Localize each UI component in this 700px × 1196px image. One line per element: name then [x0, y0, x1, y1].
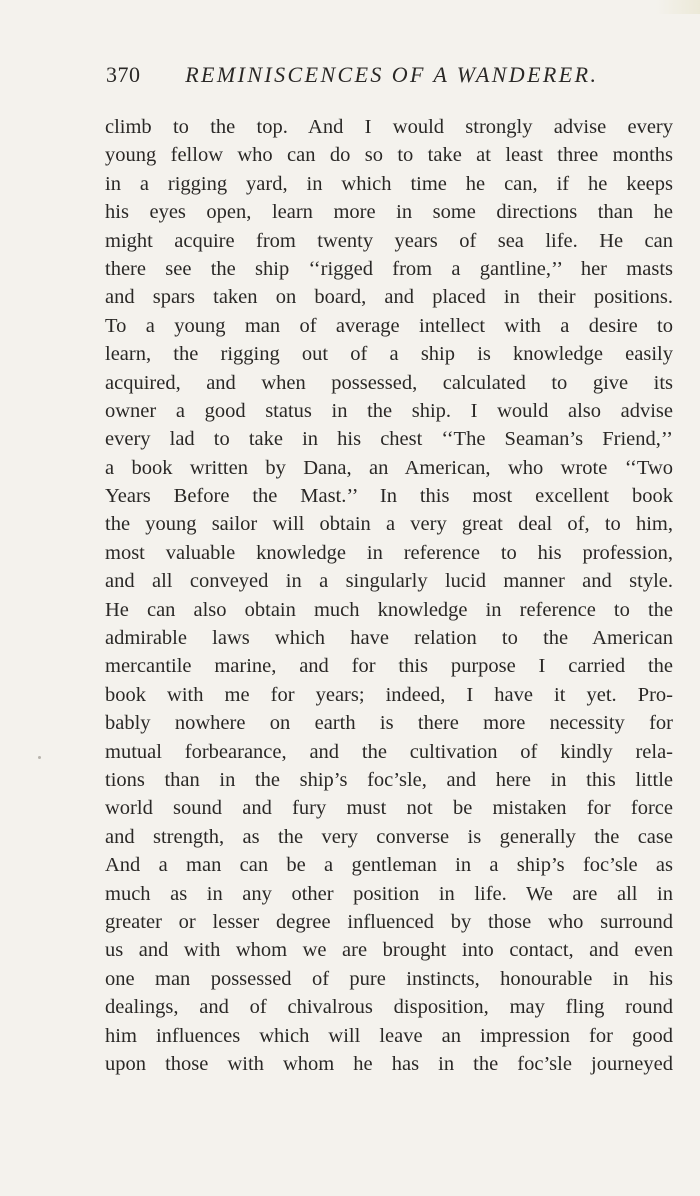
text-line: greater or lesser degree influenced by those who surround — [105, 910, 673, 933]
text-line: the young sailor will obtain a very great deal of, to him, — [105, 513, 673, 536]
text-line: and spars taken on board, and placed in their positions. — [105, 286, 673, 309]
text-line: young fellow who can do so to take at least three months — [105, 144, 673, 167]
text-line: book with me for years; indeed, I have it yet. Pro- — [105, 683, 673, 706]
running-title: REMINISCENCES OF A WANDERER. — [185, 62, 599, 87]
margin-speck — [38, 756, 41, 759]
text-line: might acquire from twenty years of sea life. He can — [105, 229, 673, 252]
text-line: mutual forbearance, and the cultivation of kindly rela- — [105, 740, 673, 763]
text-line: him influences which will leave an impression for good — [105, 1024, 673, 1047]
text-line: in a rigging yard, in which time he can, if he keeps — [105, 172, 673, 195]
text-line: and strength, as the very converse is generally the case — [105, 825, 673, 848]
text-line: his eyes open, learn more in some directions than he — [105, 201, 673, 224]
body-text — [105, 113, 673, 1078]
text-line: And a man can be a gentleman in a ship’s foc’sle as — [105, 854, 673, 877]
text-line: admirable laws which have relation to the American — [105, 627, 673, 650]
text-line: tions than in the ship’s foc’sle, and here in this little — [105, 768, 673, 791]
text-line: upon those with whom he has in the foc’sle journeyed — [105, 1052, 673, 1075]
text-line: much as in any other position in life. We are all in — [105, 882, 673, 905]
text-line: To a young man of average intellect with a desire to — [105, 314, 673, 337]
page-corner-edge — [656, 0, 700, 14]
text-line: acquired, and when possessed, calculated to give its — [105, 371, 673, 394]
text-line: and all conveyed in a singularly lucid manner and style. — [105, 570, 673, 593]
text-line: owner a good status in the ship. I would also advise — [105, 399, 673, 422]
text-line: one man possessed of pure instincts, honourable in his — [105, 967, 673, 990]
text-line: every lad to take in his chest ‘‘The Seaman’s Friend,’’ — [105, 428, 673, 451]
text-line: dealings, and of chivalrous disposition, may fling round — [105, 996, 673, 1019]
text-line: climb to the top. And I would strongly advise every — [105, 116, 673, 138]
text-line: Years Before the Mast.’’ In this most excellent book — [105, 485, 673, 508]
text-line: a book written by Dana, an American, who wrote ‘‘Two — [105, 456, 673, 479]
text-line: He can also obtain much knowledge in reference to the — [105, 598, 673, 621]
text-line: learn, the rigging out of a ship is knowledge easily — [105, 343, 673, 366]
text-line: there see the ship ‘‘rigged from a gantline,’’ her masts — [105, 257, 673, 280]
page-number: 370 — [106, 62, 141, 87]
text-line: us and with whom we are brought into contact, and even — [105, 939, 673, 962]
text-line: world sound and fury must not be mistaken for force — [105, 797, 673, 820]
text-line: mercantile marine, and for this purpose I carried the — [105, 655, 673, 678]
running-header — [106, 62, 606, 88]
text-line: most valuable knowledge in reference to his profession, — [105, 541, 673, 564]
text-line: bably nowhere on earth is there more necessity for — [105, 712, 673, 735]
